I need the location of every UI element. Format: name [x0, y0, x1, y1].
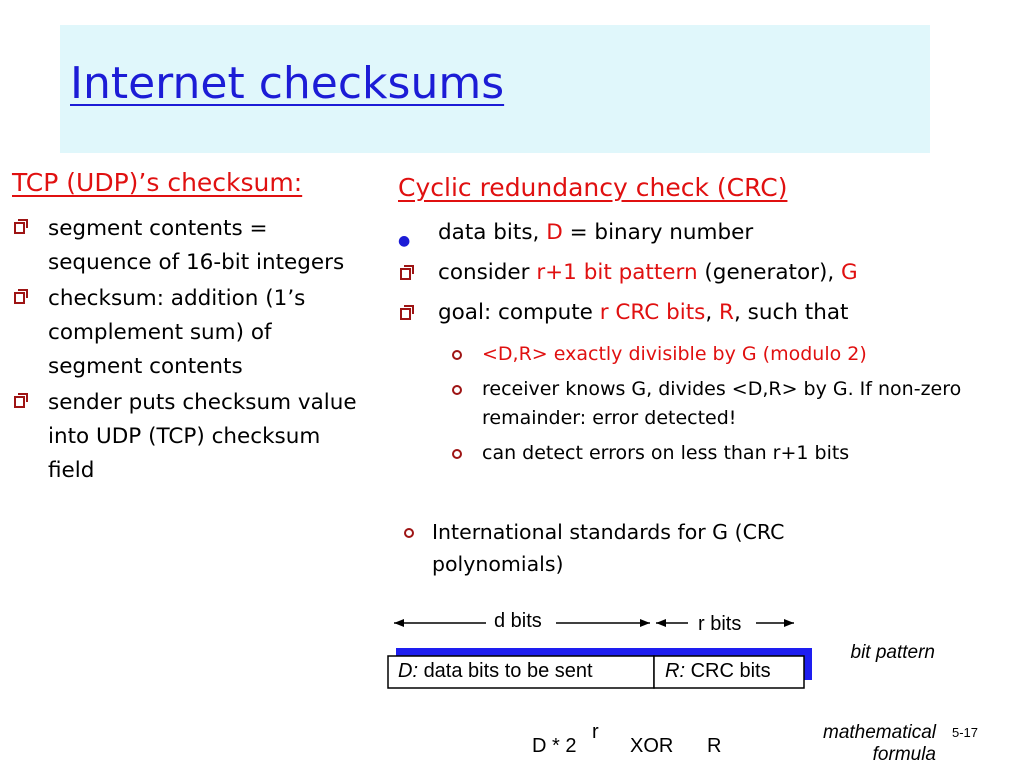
- arrow-head-icon: [656, 619, 666, 627]
- bit-pattern-diagram: [380, 598, 820, 698]
- sub-list-item: [448, 439, 988, 468]
- formula-r: R: [707, 735, 722, 757]
- list-item: [10, 386, 370, 488]
- d-label: D:: [398, 660, 418, 682]
- formula-exponent: r: [592, 721, 599, 743]
- circle-bullet-icon: [452, 385, 462, 395]
- arrow-head-icon: [640, 619, 650, 627]
- page-number: 5-17: [952, 725, 979, 740]
- crc-heading: Cyclic redundancy check (CRC): [398, 173, 788, 202]
- box-bullet-icon: [14, 222, 25, 234]
- tcp-checksum-list: [10, 212, 370, 490]
- dot-bullet-icon: ●: [398, 233, 411, 249]
- arrow-head-icon: [784, 619, 794, 627]
- item-text: data bits,: [438, 220, 547, 245]
- box-bullet-icon: [14, 292, 25, 304]
- variable-d: D: [546, 220, 563, 245]
- formula-d-times: D * 2: [532, 735, 577, 757]
- item-text: goal: compute: [438, 300, 600, 325]
- d-bits-label: d bits: [494, 610, 542, 632]
- list-item-generator: [388, 256, 988, 290]
- circle-bullet-icon: [452, 449, 462, 459]
- r-text: CRC bits: [690, 660, 771, 682]
- r-label: R:: [665, 660, 685, 682]
- variable-r: R: [719, 300, 734, 325]
- tcp-checksum-heading: TCP (UDP)’s checksum:: [12, 168, 303, 197]
- item-text: (generator),: [697, 260, 842, 285]
- list-item-data-bits: [388, 216, 988, 250]
- sub-list-item: [448, 375, 988, 433]
- crc-list: [388, 216, 988, 336]
- bullet-text: sender puts checksum value into UDP (TCP) checksum field: [48, 390, 357, 483]
- variable-g: G: [841, 260, 858, 285]
- sub-bullet-text: <D,R> exactly divisible by G (modulo 2): [482, 343, 867, 365]
- list-item: [10, 212, 370, 280]
- bullet-text: checksum: addition (1’s complement sum) of segment contents: [48, 286, 306, 379]
- d-text: data bits to be sent: [423, 660, 593, 682]
- item-text: consider: [438, 260, 537, 285]
- crc-bits-cell: [665, 660, 771, 683]
- item-text: = binary number: [562, 220, 754, 245]
- sub-bullet-text: can detect errors on less than r+1 bits: [482, 442, 850, 464]
- box-bullet-icon: [14, 396, 25, 408]
- sub-list-item: [448, 340, 988, 369]
- formula-xor: XOR: [630, 735, 674, 757]
- item-text: ,: [705, 300, 720, 325]
- slide-title: Internet checksums: [70, 58, 505, 109]
- arrow-head-icon: [394, 619, 404, 627]
- list-item: [10, 282, 370, 384]
- circle-bullet-icon: [404, 528, 414, 538]
- box-bullet-icon: [400, 268, 411, 280]
- list-item-goal: [388, 296, 988, 330]
- highlight-text: r CRC bits: [599, 300, 706, 325]
- sub-bullet-text: receiver knows G, divides <D,R> by G. If non-zero remainder: error detected!: [482, 378, 962, 429]
- highlight-text: r+1 bit pattern: [536, 260, 698, 285]
- formula-caption: mathematical formula: [823, 722, 936, 765]
- bullet-text: segment contents = sequence of 16-bit integers: [48, 216, 345, 275]
- standards-text: International standards for G (CRC polynomials): [432, 520, 785, 576]
- box-bullet-icon: [400, 308, 411, 320]
- crc-sub-list: [448, 340, 988, 474]
- item-text: , such that: [734, 300, 849, 325]
- r-bits-label: r bits: [698, 613, 742, 635]
- circle-bullet-icon: [452, 350, 462, 360]
- data-bits-cell: [398, 660, 593, 683]
- bit-pattern-caption: bit pattern: [850, 642, 935, 663]
- standards-item: [398, 516, 902, 580]
